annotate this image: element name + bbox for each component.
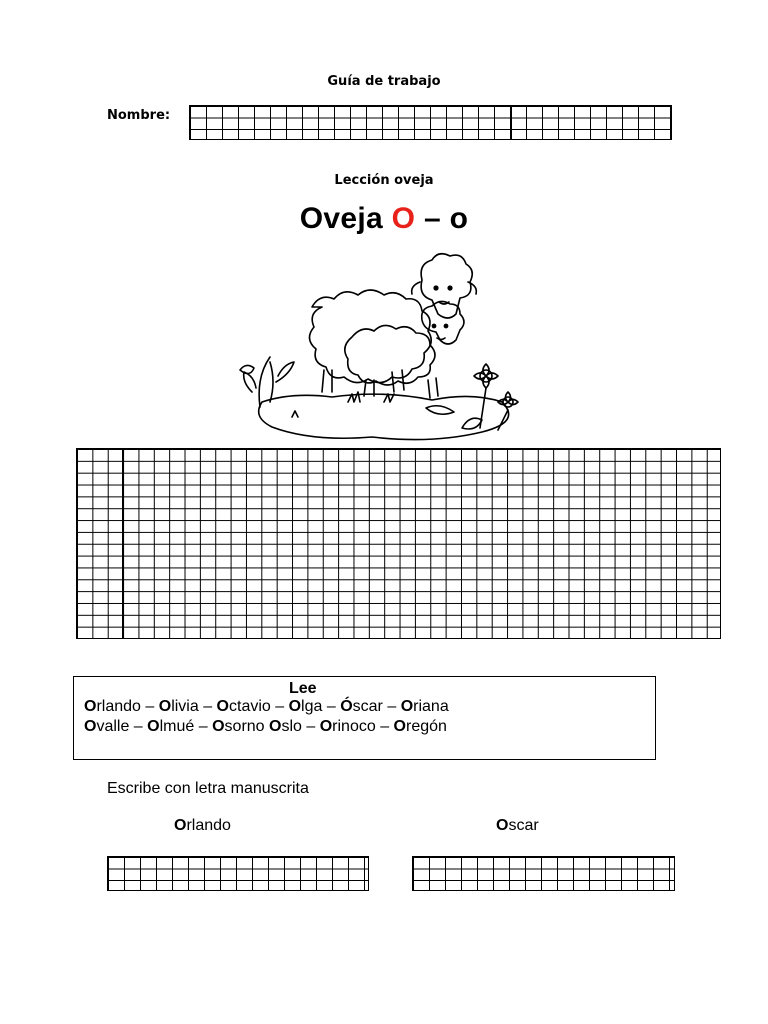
- read-word: [340, 698, 383, 715]
- read-word: [217, 698, 271, 715]
- read-word: [159, 698, 199, 715]
- word-initial: O: [84, 718, 97, 735]
- write-word-oscar: [496, 817, 539, 835]
- word-rest: lmué: [159, 718, 195, 735]
- read-word: [212, 718, 269, 735]
- word-initial: O: [158, 698, 172, 715]
- word-separator: –: [198, 698, 217, 715]
- read-line-1: [84, 698, 449, 716]
- grid-margin-line: [122, 449, 124, 638]
- write-word-orlando: [174, 817, 231, 835]
- practice-writing-grid[interactable]: [76, 448, 721, 639]
- title-separator: –: [423, 202, 441, 235]
- word-rest: scar: [508, 817, 539, 834]
- read-word: [147, 718, 194, 735]
- title-uppercase-letter: O: [391, 202, 416, 235]
- name-label: Nombre:: [107, 108, 171, 123]
- word-rest: ctavio: [229, 698, 271, 715]
- word-initial: O: [84, 698, 97, 715]
- title-lowercase-letter: o: [449, 202, 469, 235]
- read-word: [289, 698, 323, 715]
- word-rest: riana: [413, 698, 449, 715]
- word-initial: O: [147, 718, 160, 735]
- word-rest: regón: [406, 718, 447, 735]
- word-separator: –: [140, 698, 159, 715]
- word-initial: O: [212, 718, 225, 735]
- word-rest: valle: [96, 718, 130, 735]
- word-separator: –: [270, 698, 289, 715]
- word-separator: –: [375, 718, 394, 735]
- worksheet-title: Guía de trabajo: [327, 74, 441, 89]
- read-word: [269, 718, 302, 735]
- word-separator: –: [301, 718, 320, 735]
- oscar-writing-grid[interactable]: [412, 856, 675, 891]
- read-word: [394, 718, 447, 735]
- word-rest: lga: [301, 698, 323, 715]
- word-initial: O: [288, 698, 302, 715]
- word-rest: scar: [352, 698, 383, 715]
- word-initial: O: [319, 718, 333, 735]
- word-separator: –: [129, 718, 148, 735]
- word-separator: –: [382, 698, 401, 715]
- read-heading: Lee: [289, 680, 317, 697]
- lesson-title: [0, 202, 768, 236]
- orlando-writing-grid[interactable]: [107, 856, 369, 891]
- word-initial: Ó: [340, 698, 353, 715]
- word-initial: O: [269, 718, 282, 735]
- sheep-illustration-icon: [232, 252, 536, 448]
- read-word: [320, 718, 376, 735]
- read-word: [84, 698, 141, 715]
- word-separator: –: [194, 718, 213, 735]
- read-word: [401, 698, 449, 715]
- read-word: [84, 718, 129, 735]
- write-instruction: Escribe con letra manuscrita: [107, 780, 309, 797]
- lesson-subtitle: Lección oveja: [334, 173, 434, 188]
- word-rest: slo: [281, 718, 302, 735]
- word-rest: livia: [171, 698, 199, 715]
- word-initial: O: [216, 698, 229, 715]
- word-rest: rinoco: [332, 718, 376, 735]
- word-separator: –: [322, 698, 341, 715]
- title-word: Oveja: [299, 202, 384, 235]
- name-writing-grid[interactable]: [189, 105, 672, 140]
- word-rest: sorno: [224, 718, 270, 735]
- word-rest: rlando: [186, 817, 231, 834]
- word-initial: O: [400, 698, 414, 715]
- word-rest: rlando: [96, 698, 141, 715]
- read-line-2: [84, 718, 447, 736]
- word-initial: O: [174, 817, 187, 834]
- word-initial: O: [393, 718, 406, 735]
- read-box: [73, 676, 656, 760]
- grid-divider: [510, 106, 512, 139]
- word-initial: O: [496, 817, 509, 834]
